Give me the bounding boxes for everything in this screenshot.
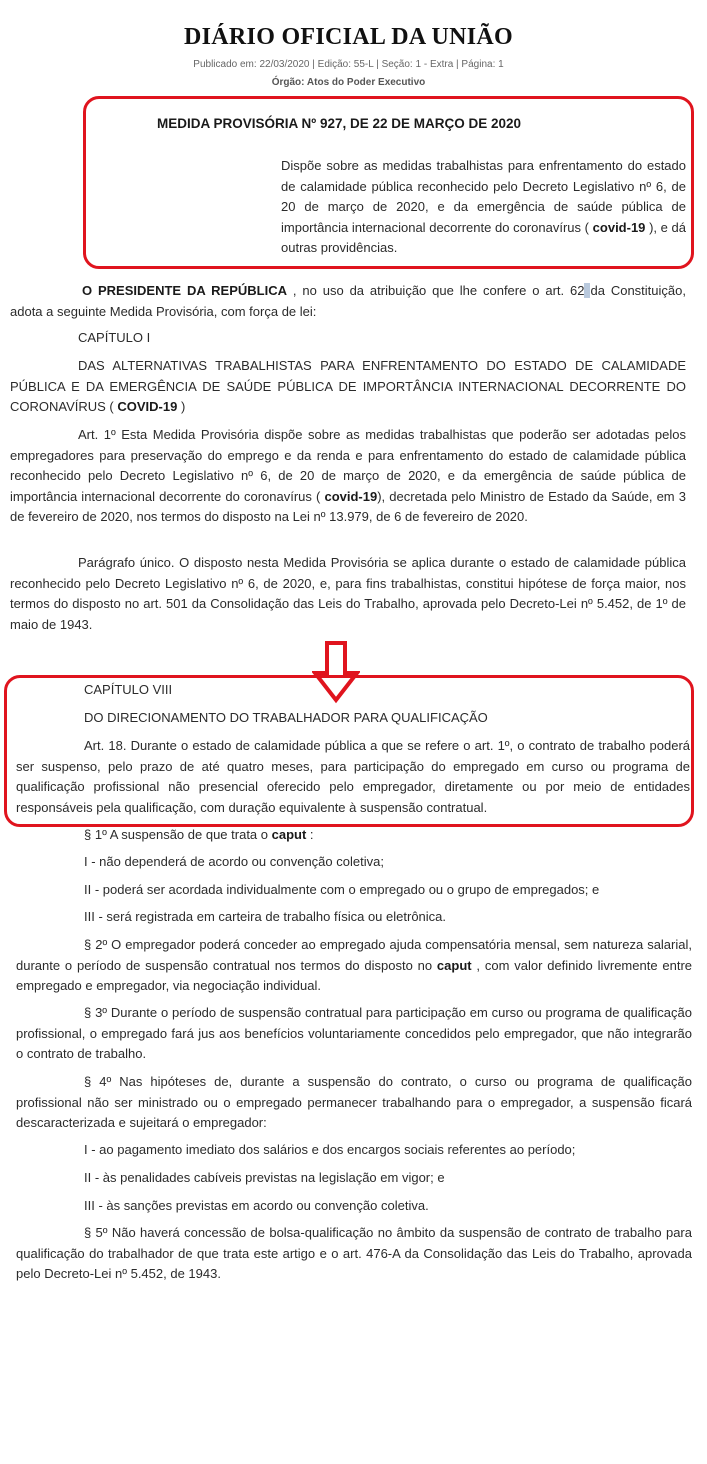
- chapter-1-title-text: DAS ALTERNATIVAS TRABALHISTAS PARA ENFRENTAMENTO DO ESTADO DE CALAMIDADE PÚBLICA E DA EMERGÊNCIA DE SAÚDE PÚBLICA DE IMPORTÂNCIA INTERNACIONAL DECORRENTE DO CORONAVÍRUS (: [10, 358, 686, 414]
- paragraph-5: § 5º Não haverá concessão de bolsa-qualificação no âmbito da suspensão de contrato de trabalho para qualificação do trabalhador de que trata este artigo e o art. 476-A da Consolidação das Leis do Trabalho, aprovada pelo Decreto-Lei nº 5.452, de 1943.: [16, 1225, 692, 1281]
- item-1-iii: III - será registrada em carteira de trabalho física ou eletrônica.: [84, 909, 447, 924]
- item-4-iii: III - às sanções previstas em acordo ou convenção coletiva.: [84, 1198, 429, 1213]
- ementa-text-end: ), e dá outras providências.: [281, 219, 686, 255]
- paragraph-2-end: , com valor definido livremente entre empregado e empregador, via negociação individual.: [16, 957, 693, 993]
- paragraph-2: [16, 935, 692, 997]
- publication-info: Publicado em: 22/03/2020 | Edição: 55-L | Seção: 1 - Extra | Página: 1: [193, 59, 504, 70]
- mp-title: [157, 114, 657, 135]
- paragraph-2-bold: caput: [436, 957, 472, 973]
- chapter-1-title: [10, 356, 686, 418]
- mp-title-text: MEDIDA PROVISÓRIA Nº 927, DE 22 DE MARÇO DE 2020: [157, 116, 522, 131]
- preamble-text-b: da Constituição, adota a seguinte Medida Provisória, com força de lei:: [10, 283, 686, 319]
- paragraph-2-text: § 2º O empregador poderá conceder ao empregado ajuda compensatória mensal, sem natureza salarial, durante o período de suspensão contratual nos termos do disposto no: [16, 937, 692, 973]
- preamble-text-a: , no uso da atribuição que lhe confere o art. 62: [286, 283, 585, 298]
- chapter-8-title: DO DIRECIONAMENTO DO TRABALHADOR PARA QUALIFICAÇÃO: [84, 710, 488, 725]
- item-1-i: I - não dependerá de acordo ou convenção coletiva;: [84, 854, 384, 869]
- ementa-text: Dispõe sobre as medidas trabalhistas para enfrentamento do estado de calamidade pública reconhecido pelo Decreto Legislativo nº 6, de 20 de março de 2020, e da emergência de saúde pública de importância internacional decorrente do coronavírus (: [281, 158, 686, 235]
- paragraph-3: § 3º Durante o período de suspensão contratual para participação em curso ou programa de qualificação profissional, o empregado fará jus aos benefícios voluntariamente concedidos pelo empregador, que não integrarão o contrato de trabalho.: [16, 1005, 692, 1061]
- ementa-bold: covid-19: [592, 219, 646, 235]
- paragraph-1-end: :: [306, 827, 314, 842]
- orgao-line: Órgão: Atos do Poder Executivo: [271, 77, 426, 88]
- item-1-ii: II - poderá ser acordada individualmente com o empregado ou o grupo de empregados; e: [84, 882, 600, 897]
- article-1-text: Art. 1º Esta Medida Provisória dispõe sobre as medidas trabalhistas que poderão ser adotadas pelos empregadores para preservação do emprego e da renda e para enfrentamento do estado de calamidade pública reconhecido pelo Decreto Legislativo nº 6, de 20 de março de 2020, e da emergência de saúde pública de importância internacional decorrente do coronavírus (: [10, 427, 686, 504]
- mp-ementa: [281, 156, 686, 259]
- chapter-1-label: CAPÍTULO I: [78, 330, 151, 345]
- paragraph-1-bold: caput: [271, 827, 307, 842]
- paragraph-1-text: § 1º A suspensão de que trata o: [84, 827, 272, 842]
- preamble-bold: O PRESIDENTE DA REPÚBLICA: [82, 283, 287, 298]
- journal-title: DIÁRIO OFICIAL DA UNIÃO: [184, 24, 513, 50]
- item-4-i: I - ao pagamento imediato dos salários e dos encargos sociais referentes ao período;: [84, 1142, 576, 1157]
- article-1-text-end: ), decretada pelo Ministro de Estado da Saúde, em 3 de fevereiro de 2020, nos termos do disposto na Lei nº 13.979, de 6 de fevereiro de 2020.: [10, 488, 686, 524]
- chapter-1-title-end: ): [177, 399, 186, 414]
- paragraph-4: § 4º Nas hipóteses de, durante a suspensão do contrato, o curso ou programa de qualificação profissional não ser ministrado ou o empregado permanecer trabalhando para o empregador, a suspensão ficará descaracterizada e sujeitará o empregador:: [16, 1074, 692, 1130]
- preamble: [10, 281, 686, 322]
- item-4-ii: II - às penalidades cabíveis previstas na legislação em vigor; e: [84, 1170, 445, 1185]
- article-1-bold: covid-19: [324, 488, 378, 504]
- article-18: Art. 18. Durante o estado de calamidade pública a que se refere o art. 1º, o contrato de trabalho poderá ser suspenso, pelo prazo de até quatro meses, para participação do empregado em curso ou programa de qualificação profissional não presencial oferecido pelo empregador, diretamente ou por meio de entidades responsáveis pela qualificação, com duração equivalente à suspensão contratual.: [16, 738, 690, 815]
- chapter-1-title-bold: COVID-19: [117, 399, 178, 414]
- chapter-8-label: CAPÍTULO VIII: [84, 682, 173, 697]
- article-1: [10, 425, 686, 528]
- paragrafo-unico: Parágrafo único. O disposto nesta Medida Provisória se aplica durante o estado de calamidade pública reconhecido pelo Decreto Legislativo nº 6, de 2020, e, para fins trabalhistas, constitui hipótese de força maior, nos termos do disposto no art. 501 da Consolidação das Leis do Trabalho, aprovada pelo Decreto-Lei nº 5.452, de 1º de maio de 1943.: [10, 555, 686, 632]
- paragraph-1: [84, 825, 684, 846]
